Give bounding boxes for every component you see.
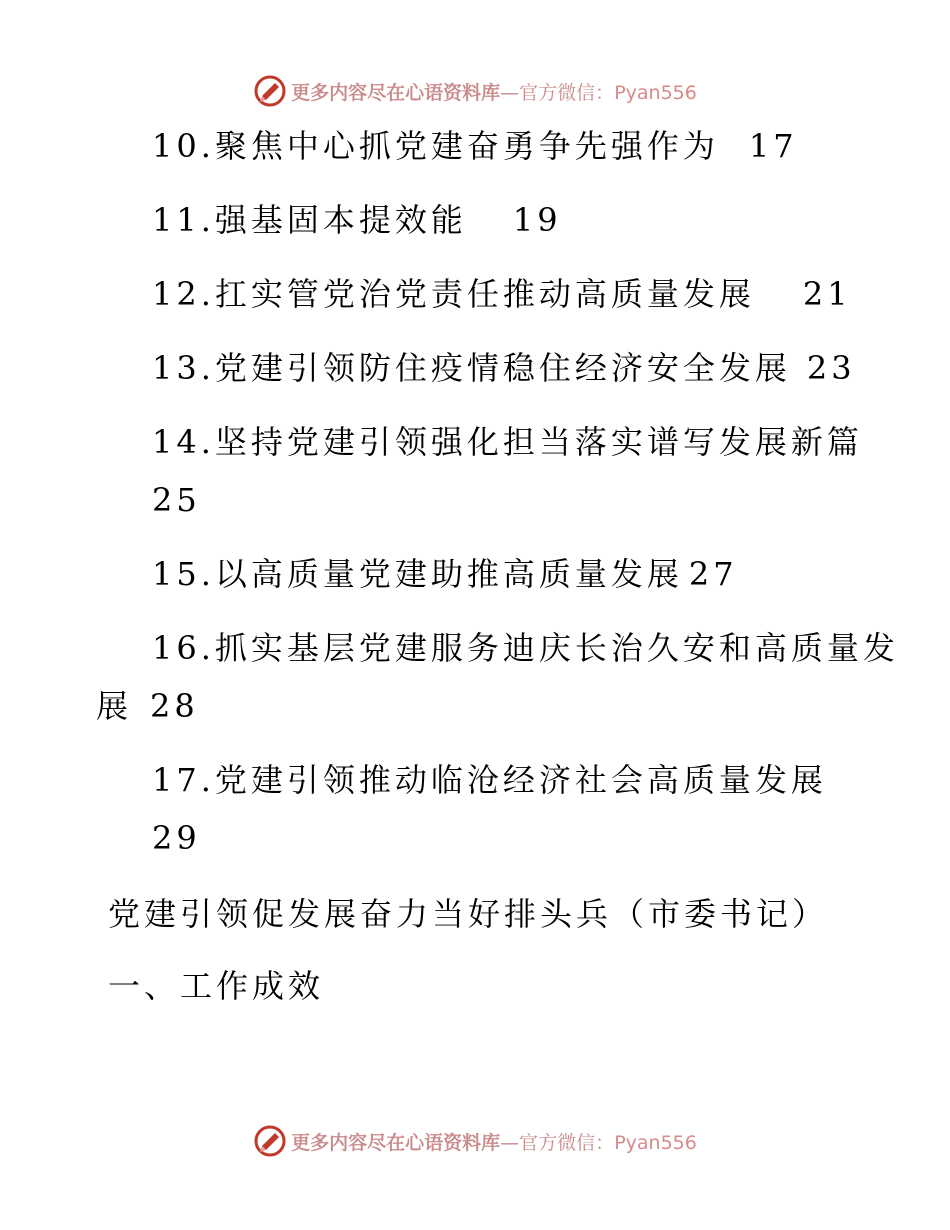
watermark-text: 更多内容尽在心语资料库—官方微信：Pyan556 xyxy=(291,81,697,104)
toc-page: 17 xyxy=(748,127,798,165)
toc-title: 10.聚焦中心抓党建奋勇争先强作为 xyxy=(152,127,719,165)
pen-logo-icon xyxy=(253,74,287,108)
toc-entry-14 xyxy=(152,422,863,462)
toc-title: 12.扛实管党治党责任推动高质量发展 xyxy=(152,275,755,313)
toc-page: 23 xyxy=(806,349,856,387)
toc-page: 21 xyxy=(802,275,852,313)
toc-page: 27 xyxy=(688,555,738,593)
toc-title: 14.坚持党建引领强化担当落实谱写发展新篇 xyxy=(152,423,863,461)
section-heading: 一、工作成效 xyxy=(108,967,325,1005)
toc-page: 25 xyxy=(152,481,201,519)
toc-title: 11.强基固本提效能 xyxy=(152,201,467,239)
toc-entry-16 xyxy=(152,628,899,668)
toc-entry-17-page xyxy=(152,818,201,858)
toc-title: 13.党建引领防住疫情稳住经济安全发展 xyxy=(152,349,791,387)
toc-entry-17 xyxy=(152,760,827,800)
pen-logo-icon xyxy=(253,1124,287,1158)
article-title: 党建引领促发展奋力当好排头兵（市委书记） xyxy=(108,895,829,933)
toc-entry-14-page xyxy=(152,480,201,520)
toc-title: 16.抓实基层党建服务迪庆长治久安和高质量发 xyxy=(152,629,899,667)
toc-title-cont: 展 xyxy=(96,687,133,725)
toc-page: 28 xyxy=(150,687,199,725)
toc-entry-10 xyxy=(152,126,798,166)
toc-entry-13 xyxy=(152,348,856,388)
watermark-text: 更多内容尽在心语资料库—官方微信：Pyan556 xyxy=(291,1131,697,1154)
toc-title: 15.以高质量党建助推高质量发展 xyxy=(152,555,683,593)
toc-entry-11 xyxy=(152,200,562,240)
toc-page: 19 xyxy=(512,201,562,239)
toc-title: 17.党建引领推动临沧经济社会高质量发展 xyxy=(152,761,827,799)
toc-entry-16-cont xyxy=(96,686,199,726)
toc-page: 29 xyxy=(152,819,201,857)
toc-entry-12 xyxy=(152,274,852,314)
watermark-footer xyxy=(0,1124,950,1158)
toc-entry-15 xyxy=(152,554,738,594)
watermark-header xyxy=(0,74,950,108)
